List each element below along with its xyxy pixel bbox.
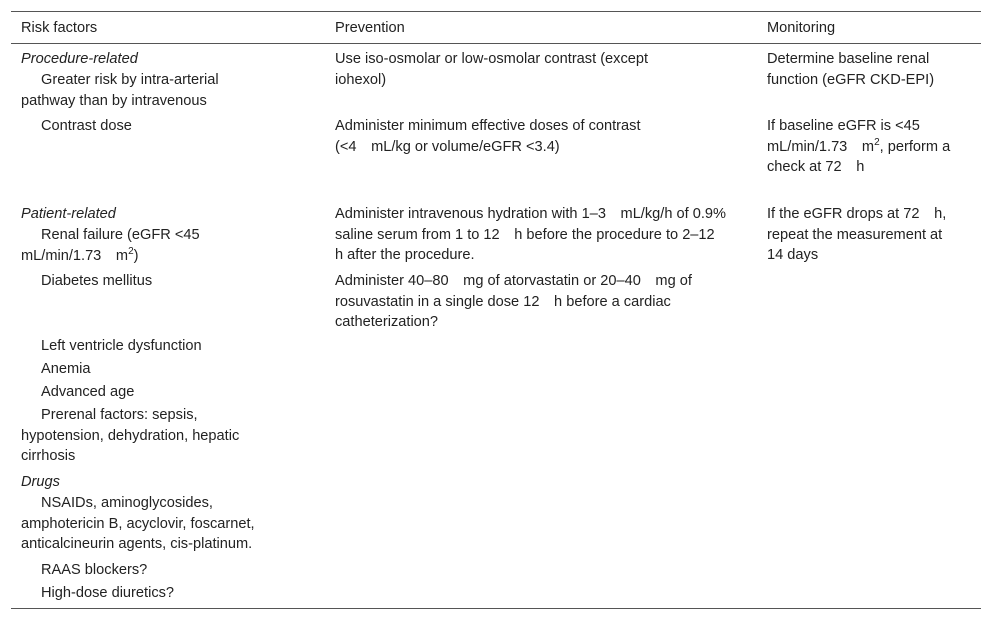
risk-intra-arterial: Greater risk by intra-arterial pathway than by intravenous (21, 72, 219, 109)
header-risk-factors: Risk factors (21, 20, 98, 36)
risk-nephrotoxic-drugs: NSAIDs, aminoglycosides, amphotericin B, acyclovir, foscarnet, anticalcineurin agents, cis-platinum. (21, 495, 255, 553)
drugs-heading: Drugs (21, 474, 60, 490)
prevention-contrast-type: Use iso-osmolar or low-osmolar contrast (except iohexol) (335, 51, 649, 88)
procedure-related-heading: Procedure-related (21, 51, 138, 67)
risk-advanced-age: Advanced age (41, 384, 135, 400)
table-bottom-rule (11, 608, 981, 609)
table-header-row (11, 12, 981, 43)
risk-prerenal: Prerenal factors: sepsis, hypotension, dehydration, hepatic cirrhosis (21, 407, 240, 465)
risk-anemia: Anemia (41, 361, 91, 377)
risk-contrast-dose: Contrast dose (41, 118, 132, 134)
risk-renal-failure (21, 225, 221, 266)
risk-prevention-table (11, 11, 981, 609)
risk-renal-failure-text: Renal failure (eGFR <45 mL/min/1.73 m (21, 227, 215, 264)
header-monitoring: Monitoring (767, 20, 836, 36)
risk-lv-dysfunction: Left ventricle dysfunction (41, 338, 202, 354)
risk-renal-failure-sup: 2 (128, 245, 134, 257)
monitoring-check-end: , perform a check at 72 h (767, 138, 951, 176)
monitoring-check-text: If baseline eGFR is <45 mL/min/1.73 m (767, 118, 935, 155)
prevention-statins: Administer 40–80 mg of atorvastatin or 20–40 mg of rosuvastatin in a single dose 12 h before a cardiac catheterization? (335, 273, 692, 331)
risk-diuretics: High-dose diuretics? (41, 585, 175, 601)
risk-raas-blockers: RAAS blockers? (41, 562, 148, 578)
table-body (11, 44, 981, 608)
prevention-hydration: Administer intravenous hydration with 1–3 mL/kg/h of 0.9% saline serum from 1 to 12 h before the procedure to 2–12 h after the procedure. (335, 206, 730, 264)
monitoring-baseline: Determine baseline renal function (eGFR CKD-EPI) (767, 51, 935, 88)
header-prevention: Prevention (335, 20, 405, 36)
patient-related-heading: Patient-related (21, 206, 116, 222)
monitoring-check (767, 116, 952, 178)
monitoring-repeat: If the eGFR drops at 72 h, repeat the measurement at 14 days (767, 206, 947, 264)
monitoring-check-sup: 2 (874, 136, 880, 148)
prevention-min-dose: Administer minimum effective doses of contrast (<4 mL/kg or volume/eGFR <3.4) (335, 118, 641, 155)
risk-renal-failure-end: ) (133, 247, 139, 264)
risk-diabetes: Diabetes mellitus (41, 273, 153, 289)
